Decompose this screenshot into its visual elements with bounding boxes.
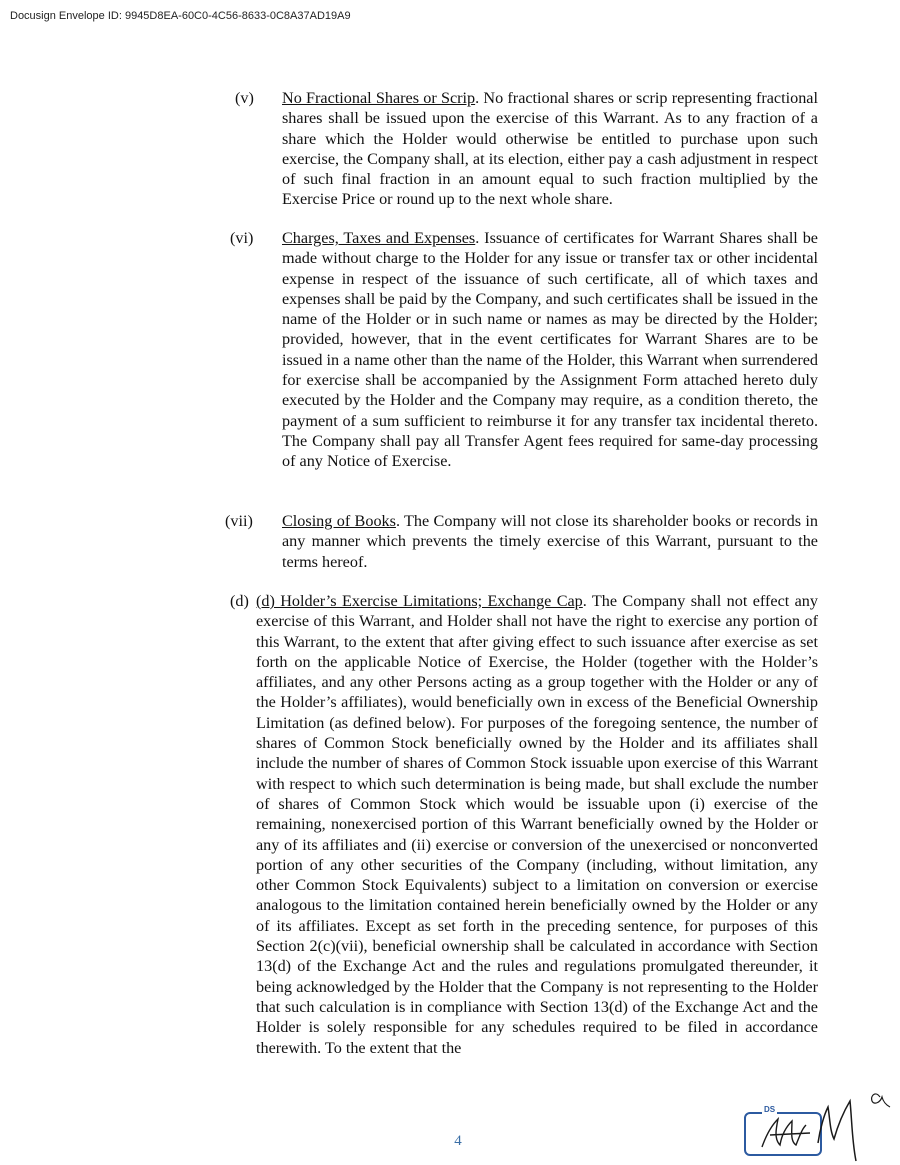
- section-heading: (d) Holder’s Exercise Limitations; Exchange Cap: [256, 592, 583, 610]
- section-text: [256, 591, 818, 1058]
- section-text: [282, 511, 818, 572]
- section-body: . The Company will not close its shareholder books or records in any manner which prevents the timely exercise of this Warrant, pursuant to the terms hereof.: [282, 512, 818, 571]
- section-body: . The Company shall not effect any exercise of this Warrant, and Holder shall not have the right to exercise any portion of this Warrant, to the extent that after giving effect to such issuance after exercise as set forth on the applicable Notice of Exercise, the Holder (together with the Holder’s affiliates, and any other Persons acting as a group together with the Holder or any of the Holder’s affiliates), would beneficially own in excess of the Beneficial Ownership Limitation (as defined below). For purposes of the foregoing sentence, the number of shares of Common Stock beneficially owned by the Holder and its affiliates shall include the number of shares of Common Stock issuable upon exercise of this Warrant with respect to which such determination is being made, but shall exclude the number of shares of Common Stock which would be issuable upon (i) exercise of the remaining, nonexercised portion of this Warrant beneficially owned by the Holder or any of its affiliates and (ii) exercise or conversion of the unexercised or nonconverted portion of any other securities of the Company (including, without limitation, any other Common Stock Equivalents) subject to a limitation on conversion or exercise analogous to the limitation contained herein beneficially owned by the Holder or any of its affiliates. Except as set forth in the preceding sentence, for purposes of this Section 2(c)(vii), beneficial ownership shall be calculated in accordance with Section 13(d) of the Exchange Act and the rules and regulations promulgated thereunder, it being acknowledged by the Holder that the Company is not representing to the Holder that such calculation is in compliance with Section 13(d) of the Exchange Act and the Holder is solely responsible for any schedules required to be filed in accordance therewith. To the extent that the: [256, 592, 818, 1057]
- section-marker: (vi): [230, 229, 254, 247]
- section-text: [282, 228, 818, 472]
- section-text: [282, 88, 818, 210]
- ds-badge: DS: [764, 1105, 776, 1114]
- section-body: . Issuance of certificates for Warrant Shares shall be made without charge to the Holder for any issue or transfer tax or other incidental expense in respect of the issuance of such certificate, all of which taxes and expenses shall be paid by the Company, and such certificates shall be issued in the name of the Holder or in such name or names as may be directed by the Holder; provided, however, that in the event certificates for Warrant Shares are to be issued in a name other than the name of the Holder, this Warrant when surrendered for exercise shall be accompanied by the Assignment Form attached hereto duly executed by the Holder and the Company may require, as a condition thereto, the payment of a sum sufficient to reimburse it for any transfer tax incidental thereto. The Company shall pay all Transfer Agent fees required for same-day processing of any Notice of Exercise.: [282, 229, 818, 471]
- section-marker: (vii): [225, 512, 253, 530]
- section-heading: Closing of Books: [282, 512, 396, 530]
- section-marker: (v): [235, 89, 254, 107]
- page-number: 4: [454, 1133, 462, 1149]
- envelope-id: Docusign Envelope ID: 9945D8EA-60C0-4C56-8633-0C8A37AD19A9: [10, 10, 351, 22]
- section-body: . No fractional shares or scrip representing fractional shares shall be issued upon the exercise of this Warrant. As to any fraction of a share which the Holder would otherwise be entitled to purchase upon such exercise, the Company shall, at its election, either pay a cash adjustment in respect of such final fraction in an amount equal to such fraction multiplied by the Exercise Price or round up to the next whole share.: [282, 89, 818, 209]
- section-heading: Charges, Taxes and Expenses: [282, 229, 476, 247]
- section-heading: No Fractional Shares or Scrip: [282, 89, 476, 107]
- section-marker: (d): [230, 592, 249, 610]
- signature-initials: [748, 1085, 898, 1165]
